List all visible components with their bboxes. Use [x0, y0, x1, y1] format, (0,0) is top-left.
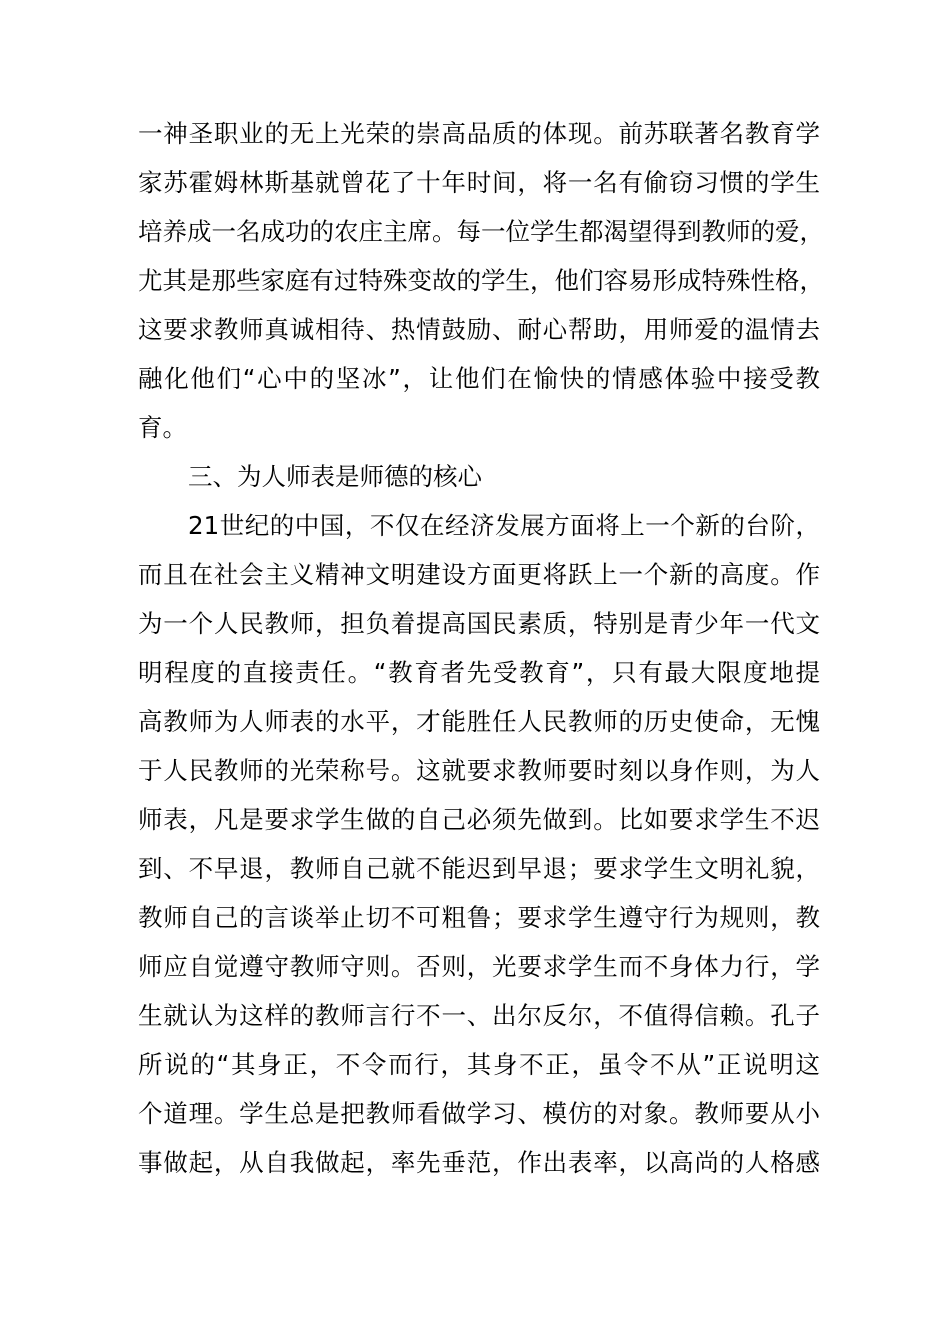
paragraph-line: 一神圣职业的无上光荣的崇高品质的体现。前苏联著名教育学 — [138, 119, 820, 148]
paragraph-line: 明程度的直接责任。“教育者先受教育”，只有最大限度地提 — [138, 658, 820, 687]
paragraph-line: 于人民教师的光荣称号。这就要求教师要时刻以身作则，为人 — [138, 756, 820, 785]
paragraph-line: 师应自觉遵守教师守则。否则，光要求学生而不身体力行，学 — [138, 952, 820, 981]
paragraph-line: 高教师为人师表的水平，才能胜任人民教师的历史使命，无愧 — [138, 707, 820, 736]
paragraph-line: 融化他们“心中的坚冰”，让他们在愉快的情感体验中接受教 — [138, 364, 820, 393]
paragraph-line: 育。 — [138, 413, 187, 442]
paragraph-line: 尤其是那些家庭有过特殊变故的学生，他们容易形成特殊性格， — [138, 266, 824, 295]
paragraph-line: 所说的“其身正，不令而行，其身不正，虽令不从”正说明这 — [138, 1050, 820, 1079]
paragraph-line: 到、不早退，教师自己就不能迟到早退；要求学生文明礼貌， — [138, 854, 820, 883]
paragraph-line: 个道理。学生总是把教师看做学习、模仿的对象。教师要从小 — [138, 1099, 820, 1128]
paragraph-line: 事做起，从自我做起，率先垂范，作出表率，以高尚的人格感 — [138, 1148, 820, 1177]
paragraph-line: 21世纪的中国，不仅在经济发展方面将上一个新的台阶， — [188, 511, 820, 540]
paragraph-line: 培养成一名成功的农庄主席。每一位学生都渴望得到教师的爱， — [138, 217, 824, 246]
section-heading: 三、为人师表是师德的核心 — [188, 462, 482, 491]
paragraph-line: 教师自己的言谈举止切不可粗鲁；要求学生遵守行为规则，教 — [138, 903, 820, 932]
paragraph-line: 师表，凡是要求学生做的自己必须先做到。比如要求学生不迟 — [138, 805, 820, 834]
paragraph-line: 而且在社会主义精神文明建设方面更将跃上一个新的高度。作 — [138, 560, 820, 589]
paragraph-line: 这要求教师真诚相待、热情鼓励、耐心帮助，用师爱的温情去 — [138, 315, 820, 344]
paragraph-line: 生就认为这样的教师言行不一、出尔反尔，不值得信赖。孔子 — [138, 1001, 820, 1030]
paragraph-line: 家苏霍姆林斯基就曾花了十年时间，将一名有偷窃习惯的学生 — [138, 168, 820, 197]
paragraph-line: 为一个人民教师，担负着提高国民素质，特别是青少年一代文 — [138, 609, 820, 638]
